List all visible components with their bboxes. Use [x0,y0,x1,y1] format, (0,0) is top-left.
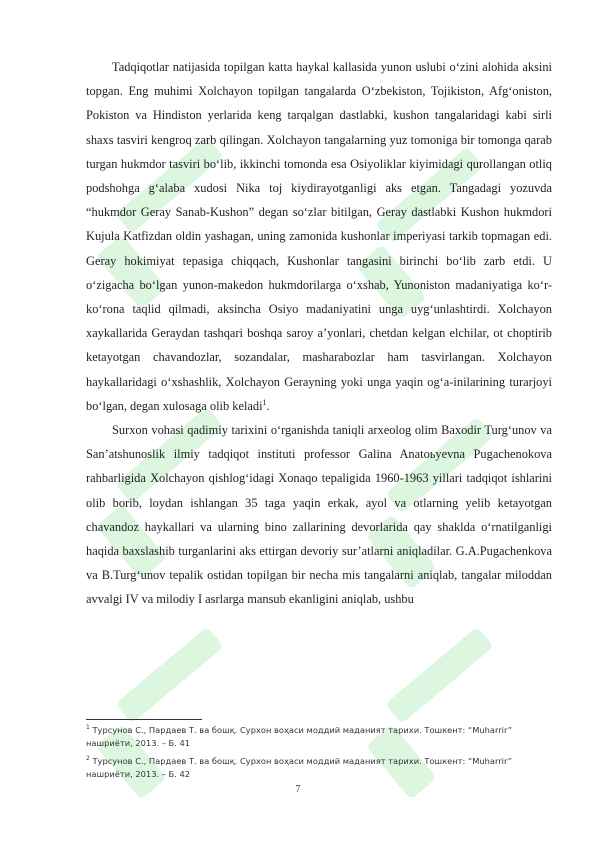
footnotes [86,724,552,786]
footnote: $^1$ Турсунов С., Пардаев Т. ва бошқ. Сурхон воҳаси моддий маданият тарихи. Тошкент: “Muharrir” нашриёти, 2013. – Б. 41 [86,724,513,748]
footnote: $^2$ Турсунов С., Пардаев Т. ва бошқ. Сурхон воҳаси моддий маданият тарихи. Тошкент: “Muharrir” нашриёти, 2013. – Б. 42 [86,755,513,779]
page-number: 7 [295,784,301,795]
body-text [86,55,552,612]
footnote-mark: 2 [86,755,90,763]
footnote-separator [86,719,202,720]
footnote-mark: 1 [86,724,90,732]
paragraph: Surxon vohasi qadimiy tarixini o‘rganishda taniqli arxeolog olim Baxodir Turg‘unov va San’atshunoslik ilmiy tadqiqot instituti professor Galina Anatoьyevna Pugachenokova rahbarligida Xolchayon qishlog‘idagi Xonaqo tepaligida 1960-1963 yillari tadqiqot ishlarini olib borib, loydan ishlangan 35 taga yaqin erkak, ayol va otlarning yelib ketayotgan chavandoz haykallari va ularning bino zallarining devorlarida qay shaklda o‘rnatilganligi haqida baxslashib turganlarini aks ettirgan devoriy sur’atlarni aniqladilar. G.A.Pugachenkova va B.Turg‘unov tepalik ostidan topilgan bir necha mis tangalarni aniqlab, tangalar miloddan avvalgi IV va milodiy I asrlarga mansub ekanligini aniqlab, ushbu [86,423,552,607]
paragraph: Tadqiqotlar natijasida topilgan katta haykal kallasida yunon uslubi o‘zini alohida aksini topgan. Eng muhimi Xolchayon topilgan tangalarda O‘zbekiston, Tojikiston, Afg‘oniston, Pokiston va Hindiston yerlarida keng tarqalgan dastlabki, kushon tangalaridagi kabi sirli shaxs tasviri kengroq zarb qilingan. Xolchayon tangalarning yuz tomoniga bir tomonga qarab turgan hukmdor tasviri bo‘lib, ikkinchi tomonda esa Osiyoliklar kiyimidagi qurollangan otliq podshohga g‘alaba xudosi Nika toj kiydirayotganligi aks etgan. Tangadagi yozuvda “hukmdor Geray Sanab-Kushon” degan so‘zlar bitilgan, Geray dastlabki Kushon hukmdori Kujula Katfizdan oldin yashagan, uning zamonida kushonlar imperiyasi tarkib topmagan edi. Geray hokimiyat tepasiga chiqqach, Kushonlar tangasini birinchi bo‘lib zarb etdi. U o‘zigacha bo‘lgan yunon-makedon hukmdorilarga o‘xshab, Yunoniston madaniyatiga ko‘r-ko‘rona taqlid qilmadi, aksincha Osiyo madaniyatini unga uyg‘unlashtirdi. Xolchayon xaykallarida Geraydan tashqari boshqa saroy a’yonlari, chetdan kelgan elchilar, ot choptirib ketayotgan chavandozlar, sozandalar, masharabozlar ham tasvirlangan. Xolchayon haykallaridagi o‘xshashlik, Xolchayon Gerayning yoki unga yaqin og‘a-inilarining turarjoyi bo‘lgan, degan xulosaga olib keladi$^1$. [86,60,552,413]
footnote-reference[interactable]: 1 [262,397,267,407]
